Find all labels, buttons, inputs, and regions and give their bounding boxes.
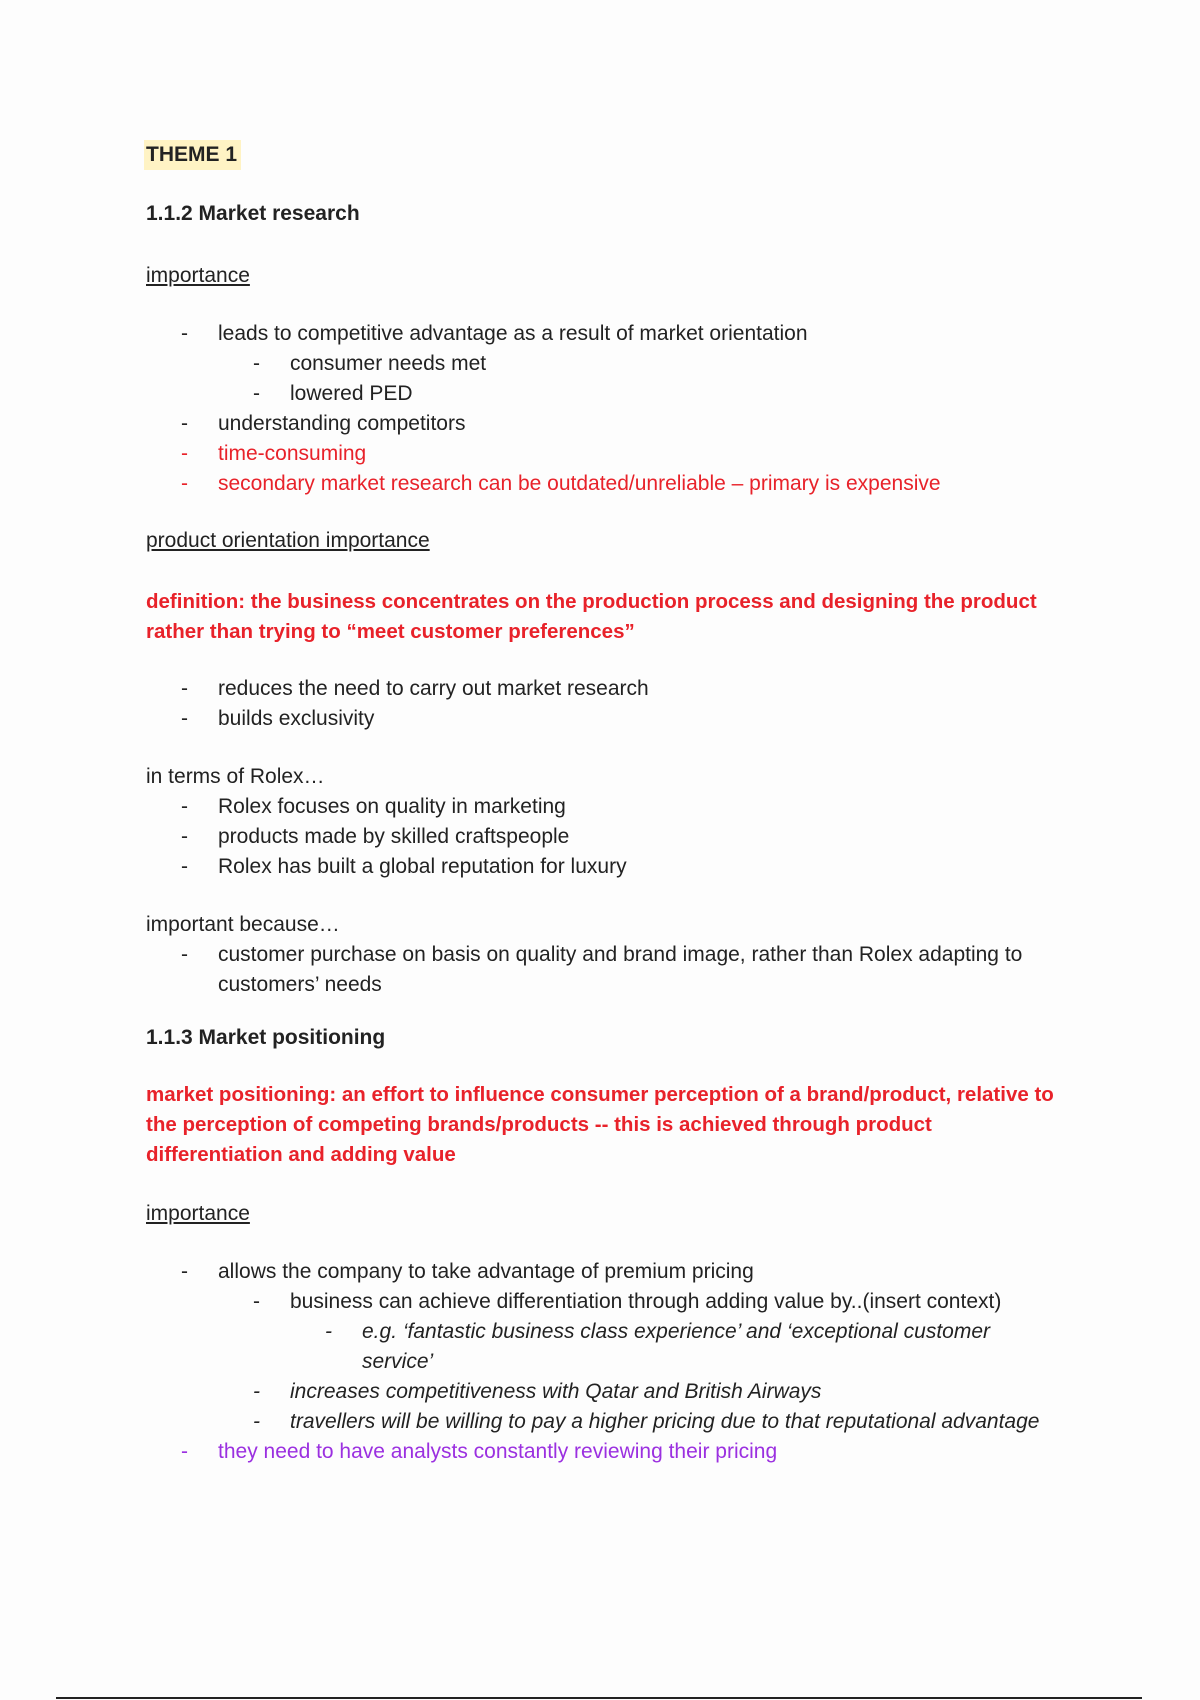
heading-market-research: 1.1.2 Market research — [146, 202, 360, 225]
list-item: - understanding competitors — [146, 409, 1066, 439]
list-item: - consumer needs met — [146, 349, 1066, 379]
rolex-list — [146, 792, 1066, 882]
product-orientation-definition: definition: the business concentrates on the production process and designing the product rather than trying to “meet customer preferences” — [146, 590, 1037, 643]
list-item-drawback: - time-consuming — [146, 439, 1066, 469]
subheading-importance: importance — [146, 264, 250, 287]
list-item: - Rolex focuses on quality in marketing — [146, 792, 1066, 822]
positioning-importance-list — [146, 1257, 1066, 1467]
list-item: - leads to competitive advantage as a result of market orientation — [146, 319, 1066, 349]
subheading-product-orientation: product orientation importance — [146, 529, 430, 552]
list-item: - builds exclusivity — [146, 704, 1066, 734]
important-because: important because… — [146, 913, 340, 936]
list-item-drawback: - they need to have analysts constantly reviewing their pricing — [146, 1437, 1066, 1467]
list-item: - Rolex has built a global reputation for luxury — [146, 852, 1066, 882]
importance-list — [146, 319, 1066, 499]
list-item: - business can achieve differentiation through adding value by..(insert context) — [146, 1287, 1066, 1317]
list-item: - travellers will be willing to pay a higher pricing due to that reputational advantage — [146, 1407, 1066, 1437]
rolex-intro: in terms of Rolex… — [146, 765, 325, 788]
theme-label: THEME 1 — [144, 140, 241, 170]
list-item: - lowered PED — [146, 379, 1066, 409]
list-item: - products made by skilled craftspeople — [146, 822, 1066, 852]
list-item: - allows the company to take advantage of premium pricing — [146, 1257, 1066, 1287]
document-page — [146, 140, 1066, 1467]
product-orientation-list — [146, 674, 1066, 734]
page-divider — [56, 1697, 1142, 1699]
list-item: - customer purchase on basis on quality and brand image, rather than Rolex adapting to customers’ needs — [146, 940, 1066, 1000]
list-item-drawback: - secondary market research can be outdated/unreliable – primary is expensive — [146, 469, 1066, 499]
because-list — [146, 940, 1066, 1000]
list-item: - e.g. ‘fantastic business class experience’ and ‘exceptional customer service’ — [146, 1317, 1066, 1377]
list-item: - increases competitiveness with Qatar and British Airways — [146, 1377, 1066, 1407]
market-positioning-definition: market positioning: an effort to influence consumer perception of a brand/product, relative to the perception of competing brands/products -- this is achieved through product differentiation and adding value — [146, 1083, 1054, 1166]
subheading-importance-2: importance — [146, 1202, 250, 1225]
list-item: - reduces the need to carry out market research — [146, 674, 1066, 704]
heading-market-positioning: 1.1.3 Market positioning — [146, 1026, 386, 1049]
